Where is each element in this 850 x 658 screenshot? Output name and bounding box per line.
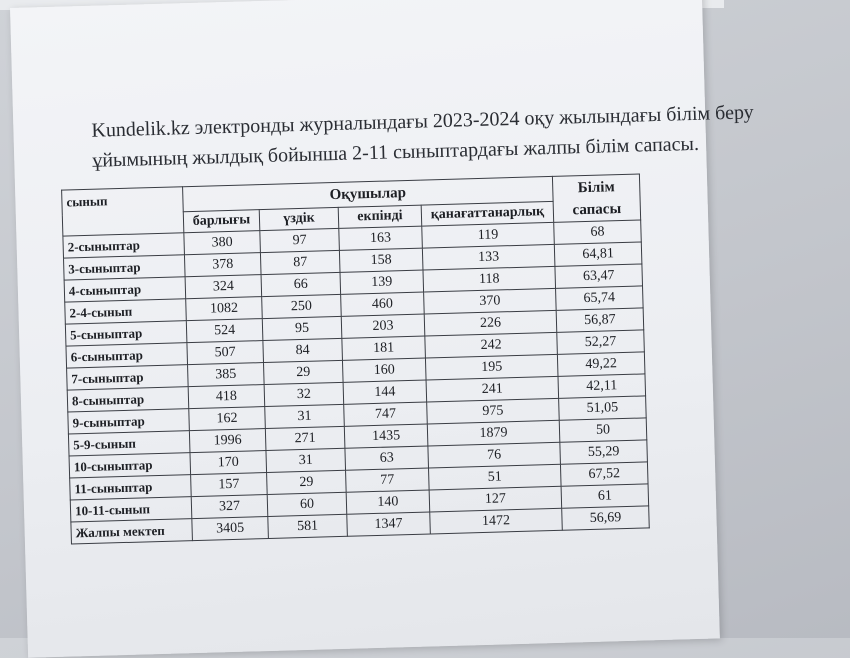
cell-excellent: 97 (260, 228, 340, 252)
document-page (10, 0, 754, 658)
cell-class: 5-сыныптар (65, 321, 187, 346)
table-body (63, 220, 649, 544)
cell-good: 1435 (344, 424, 428, 448)
cell-class: 4-сыныптар (64, 277, 186, 302)
cell-good: 144 (343, 380, 427, 404)
cell-satisfactory: 1879 (427, 420, 560, 446)
cell-excellent: 29 (267, 470, 347, 494)
cell-satisfactory: 127 (429, 486, 562, 512)
header-excellent: үздік (259, 207, 339, 230)
title-line-1: Kundelik.kz электронды журналындағы 2023-2024 оқу жылындағы білім беру (91, 101, 754, 142)
cell-class: 2-4-сынып (65, 299, 187, 324)
cell-total: 507 (187, 341, 264, 365)
cell-excellent: 95 (262, 316, 342, 340)
cell-good: 460 (341, 292, 425, 316)
cell-quality: 51,05 (559, 396, 647, 420)
cell-quality: 42,11 (558, 374, 646, 398)
cell-total: 380 (184, 231, 261, 255)
cell-class: 5-9-сынып (68, 431, 190, 456)
cell-total: 324 (185, 275, 262, 299)
cell-quality: 68 (554, 220, 642, 244)
cell-excellent: 271 (265, 426, 345, 450)
cell-total: 162 (189, 407, 266, 431)
cell-excellent: 32 (264, 382, 344, 406)
quality-table (61, 173, 650, 544)
cell-good: 747 (344, 402, 428, 426)
cell-excellent: 250 (262, 294, 342, 318)
cell-quality: 49,22 (557, 352, 645, 376)
cell-class: Жалпы мектеп (71, 519, 193, 544)
cell-good: 139 (340, 270, 424, 294)
cell-good: 181 (342, 336, 426, 360)
cell-class: 3-сыныптар (64, 255, 186, 280)
cell-total: 1996 (189, 429, 266, 453)
header-quality: Білім сапасы (552, 174, 640, 222)
cell-excellent: 87 (260, 250, 340, 274)
cell-quality: 56,87 (556, 308, 644, 332)
header-satisfactory: қанағаттанарлық (421, 201, 554, 226)
cell-quality: 50 (559, 418, 647, 442)
cell-satisfactory: 133 (422, 244, 555, 270)
cell-quality: 67,52 (560, 462, 648, 486)
cell-class: 6-сыныптар (66, 343, 188, 368)
cell-good: 63 (345, 446, 429, 470)
cell-good: 163 (339, 226, 423, 250)
cell-class: 10-сыныптар (69, 453, 191, 478)
cell-total: 378 (184, 253, 261, 277)
cell-satisfactory: 195 (425, 354, 558, 380)
cell-class: 8-сыныптар (67, 387, 189, 412)
cell-satisfactory: 119 (422, 222, 555, 248)
cell-total: 418 (188, 385, 265, 409)
cell-total: 524 (186, 319, 263, 343)
cell-class: 2-сыныптар (63, 233, 185, 258)
cell-class: 11-сыныптар (70, 475, 192, 500)
cell-satisfactory: 118 (423, 266, 556, 292)
cell-excellent: 581 (268, 514, 348, 538)
cell-satisfactory: 226 (424, 310, 557, 336)
cell-quality: 56,69 (562, 506, 650, 530)
cell-total: 170 (190, 451, 267, 475)
cell-satisfactory: 76 (428, 442, 561, 468)
cell-quality: 63,47 (555, 264, 643, 288)
cell-satisfactory: 51 (429, 464, 562, 490)
cell-quality: 55,29 (560, 440, 648, 464)
cell-total: 157 (191, 473, 268, 497)
cell-good: 140 (346, 490, 430, 514)
cell-satisfactory: 242 (425, 332, 558, 358)
title-line-2: ұйымының жылдық бойынша 2-11 сыныптардағы жалпы білім сапасы. (91, 132, 700, 172)
cell-satisfactory: 370 (424, 288, 557, 314)
cell-satisfactory: 1472 (430, 508, 563, 534)
header-good: екпінді (338, 205, 422, 228)
document-title (91, 99, 754, 175)
header-total: барлығы (183, 210, 260, 233)
cell-excellent: 60 (267, 492, 347, 516)
cell-good: 158 (339, 248, 423, 272)
cell-total: 1082 (186, 297, 263, 321)
cell-class: 9-сыныптар (68, 409, 190, 434)
cell-good: 203 (341, 314, 425, 338)
cell-total: 327 (191, 495, 268, 519)
cell-good: 1347 (347, 512, 431, 536)
header-class: сынып (62, 187, 184, 236)
cell-quality: 64,81 (554, 242, 642, 266)
cell-excellent: 31 (265, 404, 345, 428)
cell-excellent: 84 (263, 338, 343, 362)
cell-class: 10-11-сынып (70, 497, 192, 522)
cell-excellent: 66 (261, 272, 341, 296)
cell-excellent: 31 (266, 448, 346, 472)
cell-quality: 65,74 (556, 286, 644, 310)
cell-good: 160 (342, 358, 426, 382)
cell-class: 7-сыныптар (67, 365, 189, 390)
cell-total: 385 (188, 363, 265, 387)
header-students: Оқушылар (183, 176, 554, 211)
cell-good: 77 (346, 468, 430, 492)
cell-quality: 52,27 (557, 330, 645, 354)
cell-satisfactory: 975 (427, 398, 560, 424)
cell-excellent: 29 (263, 360, 343, 384)
cell-quality: 61 (561, 484, 649, 508)
cell-total: 3405 (192, 517, 269, 541)
cell-satisfactory: 241 (426, 376, 559, 402)
